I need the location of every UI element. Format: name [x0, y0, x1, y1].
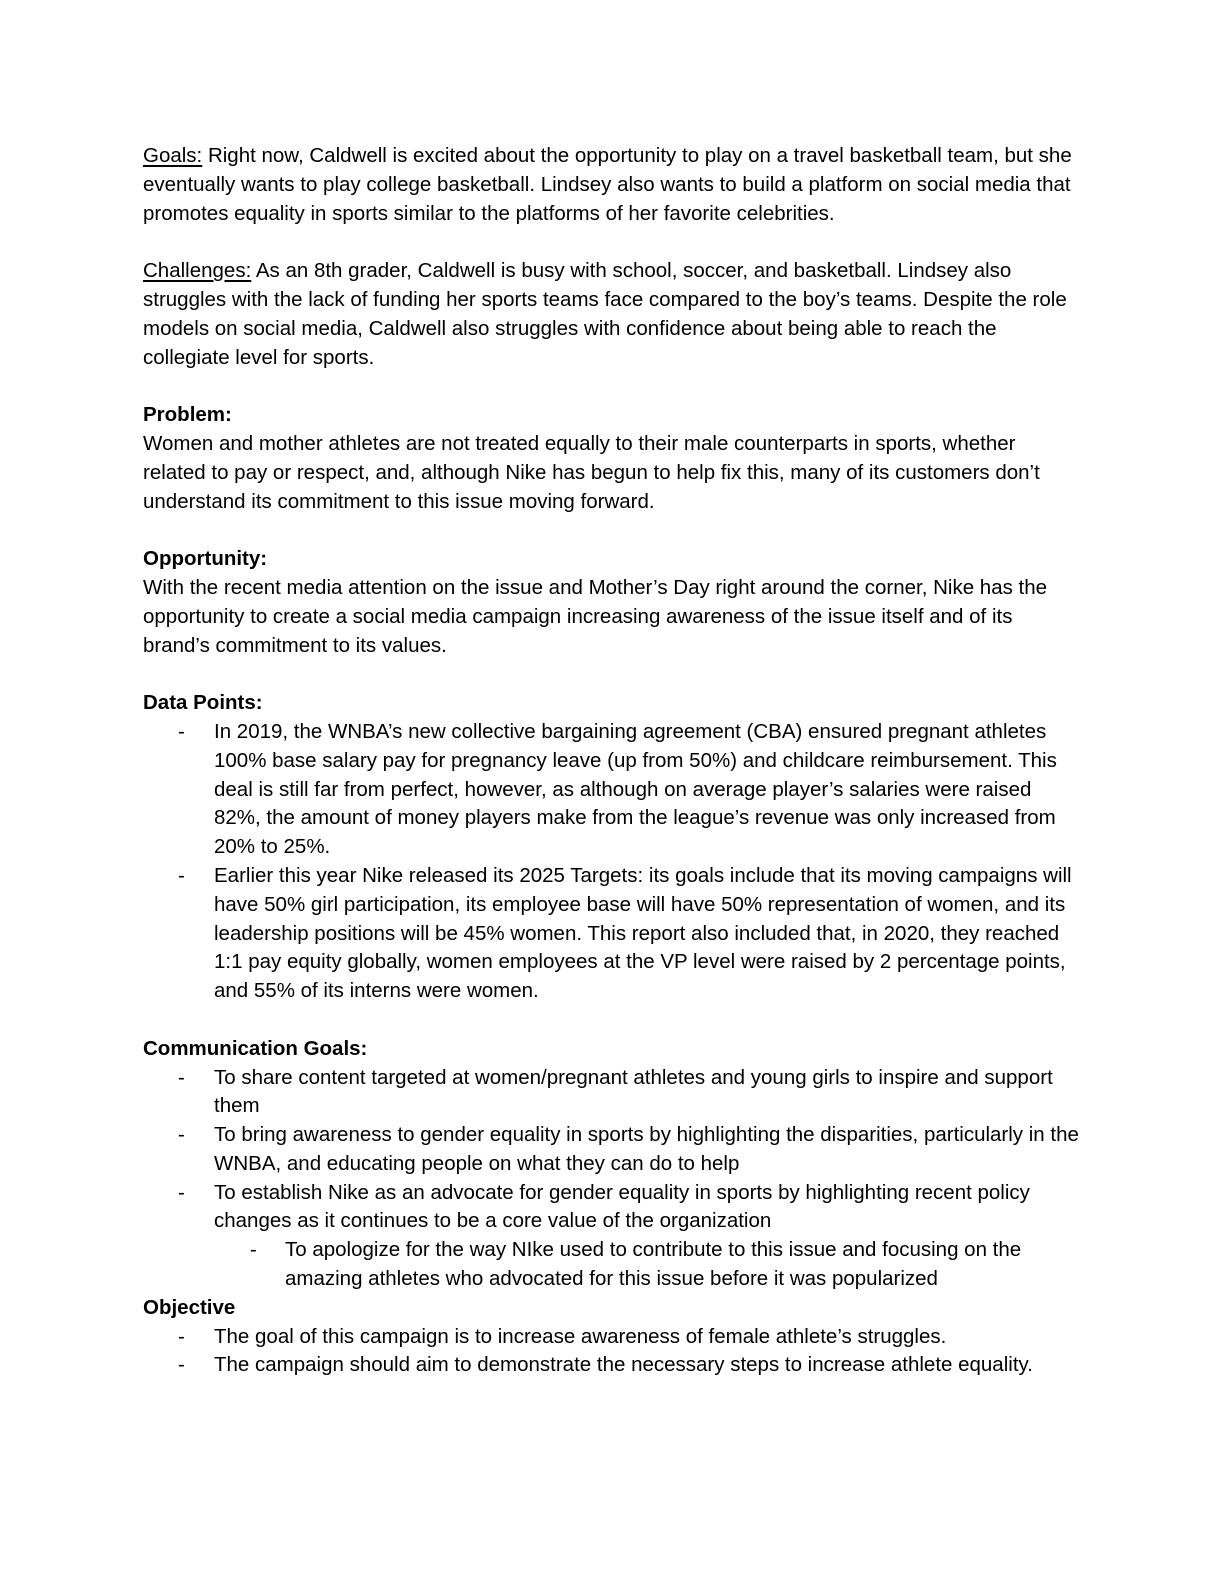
- list-item: [143, 718, 1083, 862]
- document-page: [143, 142, 1083, 1380]
- sub-list-item-text: To apologize for the way NIke used to contribute to this issue and focusing on the amazing athletes who advocated for this issue before it was popularized: [285, 1238, 1022, 1291]
- challenges-text: As an 8th grader, Caldwell is busy with school, soccer, and basketball. Lindsey also struggles with the lack of funding her sports teams face compared to the boy’s teams. Despite the role models on social media, Caldwell also struggles with confidence about being able to reach the collegiate level for sports.: [143, 259, 1067, 369]
- list-item: [143, 1179, 1083, 1294]
- goals-paragraph: [143, 142, 1083, 228]
- list-item: [143, 1121, 1083, 1179]
- dash-bullet: -: [178, 1353, 185, 1377]
- dash-bullet: -: [178, 719, 185, 743]
- list-item-text: To bring awareness to gender equality in sports by highlighting the disparities, particularly in the WNBA, and educating people on what they can do to help: [214, 1123, 1079, 1175]
- objective-list: [143, 1323, 1083, 1381]
- list-item-text: The campaign should aim to demonstrate the necessary steps to increase athlete equality.: [214, 1353, 1033, 1377]
- challenges-paragraph: [143, 257, 1083, 372]
- list-item: [143, 1323, 1083, 1352]
- dash-bullet: -: [178, 1123, 185, 1147]
- spacer: [143, 372, 1083, 401]
- opportunity-heading: Opportunity:: [143, 547, 268, 571]
- sub-list-item: [214, 1236, 1083, 1294]
- list-item-text: The goal of this campaign is to increase awareness of female athlete’s struggles.: [214, 1324, 947, 1348]
- dash-bullet: -: [250, 1238, 257, 1262]
- list-item-text: To establish Nike as an advocate for gender equality in sports by highlighting recent policy changes as it continues to be a core value of the organization: [214, 1180, 1030, 1233]
- goals-text: Right now, Caldwell is excited about the opportunity to play on a travel basketball team, but she eventually wants to play college basketball. Lindsey also wants to build a platform on social media that promotes equality in sports similar to the platforms of her favorite celebrities.: [143, 144, 1072, 225]
- problem-heading: Problem:: [143, 403, 232, 427]
- challenges-label: Challenges:: [143, 259, 252, 283]
- list-item-text: In 2019, the WNBA’s new collective bargaining agreement (CBA) ensured pregnant athletes 100% base salary pay for pregnancy leave (up from 50%) and childcare reimbursement. This deal is still far from perfect, however, as although on average player’s salaries were raised 82%, the amount of money players make from the league’s revenue was only increased from 20% to 25%.: [214, 719, 1057, 859]
- dash-bullet: -: [178, 1180, 185, 1204]
- list-item-text: Earlier this year Nike released its 2025 Targets: its goals include that its moving campaigns will have 50% girl participation, its employee base will have 50% representation of women, and its leadership positions will be 45% women. This report also included that, in 2020, they reached 1:1 pay equity globally, women employees at the VP level were raised by 2 percentage points, and 55% of its interns were women.: [214, 863, 1072, 1003]
- opportunity-text: With the recent media attention on the issue and Mother’s Day right around the corner, Nike has the opportunity to create a social media campaign increasing awareness of the issue itself and of its brand’s commitment to its values.: [143, 575, 1048, 657]
- dash-bullet: -: [178, 1324, 185, 1348]
- goals-label: Goals:: [143, 144, 203, 167]
- data-points-heading: Data Points:: [143, 691, 263, 715]
- problem-text: Women and mother athletes are not treated equally to their male counterparts in sports, whether related to pay or respect, and, although Nike has begun to help fix this, many of its customers don’t understand its commitment to this issue moving forward.: [143, 431, 1040, 513]
- list-item-text: To share content targeted at women/pregnant athletes and young girls to inspire and support them: [214, 1065, 1053, 1118]
- objective-heading: Objective: [143, 1295, 236, 1319]
- list-item: [143, 1064, 1083, 1122]
- spacer: [143, 228, 1083, 257]
- spacer: [143, 516, 1083, 545]
- list-item: [143, 1351, 1083, 1380]
- dash-bullet: -: [178, 1065, 185, 1089]
- spacer: [143, 1006, 1083, 1035]
- communication-goals-list: [143, 1064, 1083, 1294]
- dash-bullet: -: [178, 863, 185, 887]
- data-points-list: [143, 718, 1083, 1006]
- communication-goals-sublist: [214, 1236, 1083, 1294]
- communication-goals-heading: Communication Goals:: [143, 1036, 368, 1060]
- list-item: [143, 862, 1083, 1006]
- spacer: [143, 660, 1083, 689]
